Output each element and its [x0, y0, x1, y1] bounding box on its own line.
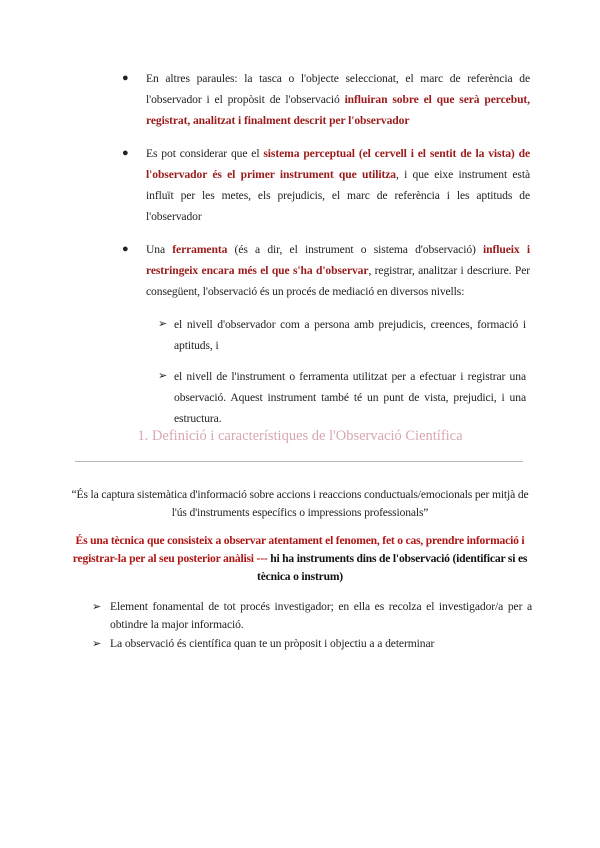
text-run: , registrar, analitzar i descriure. Per consegüent, l'observació és un procés de mediació en diversos nivells: — [146, 264, 531, 298]
sub-item-text: el nivell de l'instrument o ferramenta utilitzat per a efectuar i registrar una observació. Aquest instrument també té un punt de vista, prejudici, i una estructura. — [174, 370, 526, 425]
definition-statement — [72, 532, 528, 586]
bullet-text — [146, 143, 530, 227]
bullet-text — [146, 68, 530, 131]
emphasis-text: influeix i restringeix encara més el que s'ha d'observar — [146, 243, 530, 277]
bullet-dot-icon: ● — [122, 147, 129, 159]
text-run: Es pot considerar que el — [146, 147, 264, 160]
arrow-bullet-icon: ➢ — [158, 318, 168, 330]
characteristics-list — [92, 598, 532, 654]
bullet-dot-icon: ● — [122, 72, 129, 84]
text-run: Una — [146, 243, 173, 256]
definition-quote: “És la captura sistemàtica d'informació sobre accions i reaccions conductuals/emocionals per mitjà de l'ús d'instruments específics o impressions professionals” — [71, 488, 529, 519]
text-run: En altres paraules: la tasca o l'objecte seleccionat, el marc de referència de l'observador i el propòsit de l'observació — [146, 72, 530, 106]
emphasis-text: ferramenta — [172, 243, 228, 256]
definition-emphasis: És una tècnica que consisteix a observar atentament el fenomen, fet o cas, prendre informació i registrar-la per al seu posterior anàlisi --- — [72, 534, 525, 565]
sub-item-1 — [158, 314, 526, 356]
characteristic-item-1 — [92, 598, 532, 634]
arrow-bullet-icon: ➢ — [158, 370, 168, 382]
emphasis-text: sistema perceptual (el cervell i el sentit de la vista) de l'observador és el primer instrument que utilitza — [146, 147, 530, 181]
text-run: , i que eixe instrument està influït per les metes, els prejudicis, el marc de referència i les aptituds de l'observador — [146, 168, 530, 223]
bullet-item-1 — [122, 68, 530, 131]
bullet-list — [122, 68, 530, 439]
characteristic-text: La observació és científica quan te un pròposit i objectiu a a determinar — [110, 637, 435, 650]
arrow-bullet-icon: ➢ — [92, 601, 102, 613]
arrow-bullet-icon: ➢ — [92, 638, 102, 650]
sub-item-2 — [158, 366, 526, 429]
sub-list — [158, 314, 526, 429]
bullet-item-2 — [122, 143, 530, 227]
bullet-text — [146, 239, 530, 302]
bullet-item-3 — [122, 239, 530, 302]
section-title: 1. Definició i característiques de l'Observació Científica — [137, 428, 463, 444]
bullet-dot-icon: ● — [122, 243, 129, 255]
emphasis-text: influiran sobre el que serà percebut, registrat, analitzat i finalment descrit per l'observador — [146, 93, 530, 127]
definition-note: hi ha instruments dins de l'observació (identificar si es tècnica o instrum) — [257, 552, 528, 583]
sub-item-text: el nivell d'observador com a persona amb prejudicis, creences, formació i aptituds, i — [174, 318, 526, 352]
section-divider — [75, 461, 523, 462]
text-run: (és a dir, el instrument o sistema d'observació) — [227, 243, 484, 256]
characteristic-item-2 — [92, 635, 532, 653]
characteristic-text: Element fonamental de tot procés investigador; en ella es recolza el investigador/a per a obtindre la major informació. — [110, 600, 532, 631]
